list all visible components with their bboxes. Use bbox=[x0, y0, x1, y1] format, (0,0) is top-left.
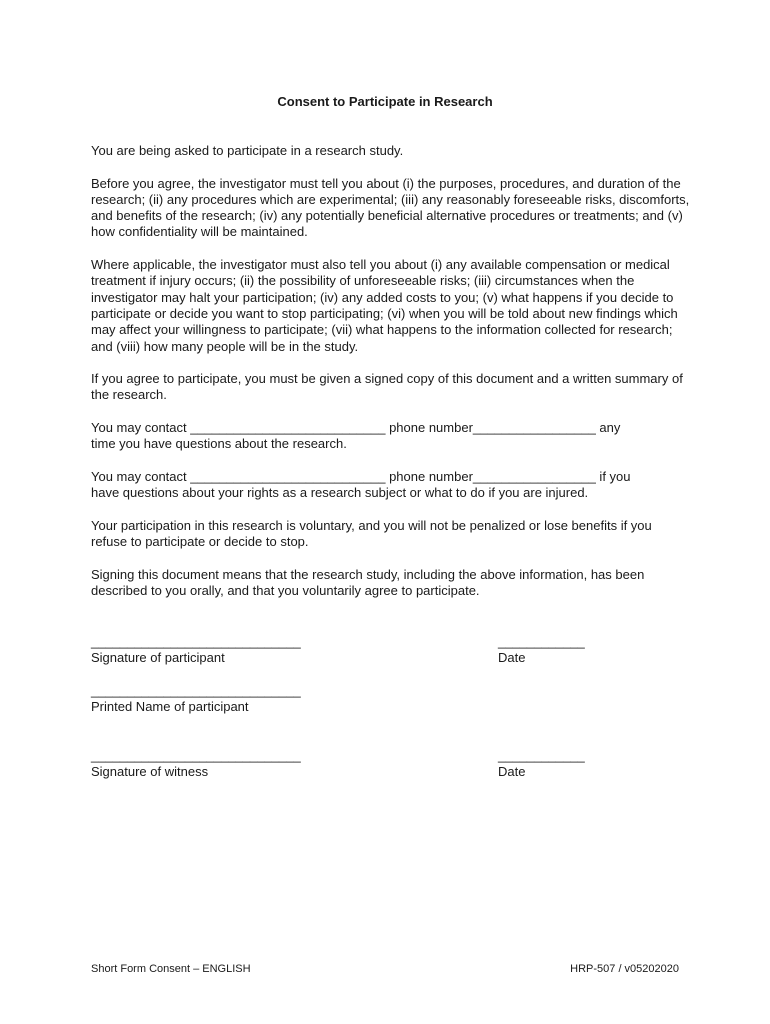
witness-date-label: Date bbox=[498, 764, 526, 779]
contact-rights-line-2: have questions about your rights as a research subject or what to do if you are injured. bbox=[91, 485, 589, 501]
participant-date-label: Date bbox=[498, 650, 526, 665]
paragraph-intro: You are being asked to participate in a research study. bbox=[91, 143, 404, 158]
paragraph-disclosures: Before you agree, the investigator must tell you about (i) the purposes, procedures, and duration of the research; (ii) any procedures which are experimental; (iii) any reasonably foreseeable risks, discomforts, and benefits of the research; (iv) any potentially beneficial alternative procedures or treatments; and (v) how confidentiality will be maintained. bbox=[91, 175, 690, 240]
contact-rights-line-1: You may contact ___________________________ phone number_________________ if you bbox=[91, 468, 631, 484]
participant-signature-line: _____________________________ bbox=[91, 634, 301, 649]
participant-signature-label: Signature of participant bbox=[91, 650, 225, 665]
paragraph-signed-copy: If you agree to participate, you must be given a signed copy of this document and a written summary of the research. bbox=[91, 371, 683, 403]
printed-name-field[interactable] bbox=[91, 683, 301, 715]
printed-name-line: _____________________________ bbox=[91, 683, 301, 698]
participant-date-line: ____________ bbox=[498, 634, 585, 649]
participant-signature-field[interactable] bbox=[91, 634, 301, 666]
paragraph-voluntary: Your participation in this research is voluntary, and you will not be penalized or lose benefits if you refuse to participate or decide to stop. bbox=[91, 517, 652, 550]
witness-signature-line: _____________________________ bbox=[91, 748, 301, 763]
witness-date-field[interactable] bbox=[498, 748, 585, 780]
paragraph-contact-rights bbox=[91, 469, 691, 502]
contact-questions-line-2: time you have questions about the research. bbox=[91, 436, 347, 452]
contact-questions-line-1: You may contact ___________________________ phone number_________________ any bbox=[91, 420, 621, 436]
footer-form-version: HRP-507 / v05202020 bbox=[570, 963, 679, 975]
document-body bbox=[91, 143, 691, 616]
paragraph-signing-meaning: Signing this document means that the research study, including the above information, has been described to you orally, and that you voluntarily agree to participate. bbox=[91, 566, 645, 599]
footer-form-name: Short Form Consent – ENGLISH bbox=[91, 963, 251, 975]
paragraph-additional-disclosures: Where applicable, the investigator must also tell you about (i) any available compensation or medical treatment if injury occurs; (ii) the possibility of unforeseeable risks; (iii) circumstances when the investigator may halt your participation; (iv) any added costs to you; (v) what happens if you decide to participate or decide you want to stop participating; (vi) when you will be told about new findings which may affect your willingness to participate; (vii) what happens to the information collected for research; and (viii) how many people will be in the study. bbox=[91, 257, 678, 354]
participant-date-field[interactable] bbox=[498, 634, 585, 666]
witness-signature-field[interactable] bbox=[91, 748, 301, 780]
document-title: Consent to Participate in Research bbox=[277, 94, 493, 109]
witness-signature-label: Signature of witness bbox=[91, 764, 209, 779]
witness-date-line: ____________ bbox=[498, 748, 585, 763]
paragraph-contact-questions bbox=[91, 420, 691, 453]
printed-name-label: Printed Name of participant bbox=[91, 699, 249, 714]
